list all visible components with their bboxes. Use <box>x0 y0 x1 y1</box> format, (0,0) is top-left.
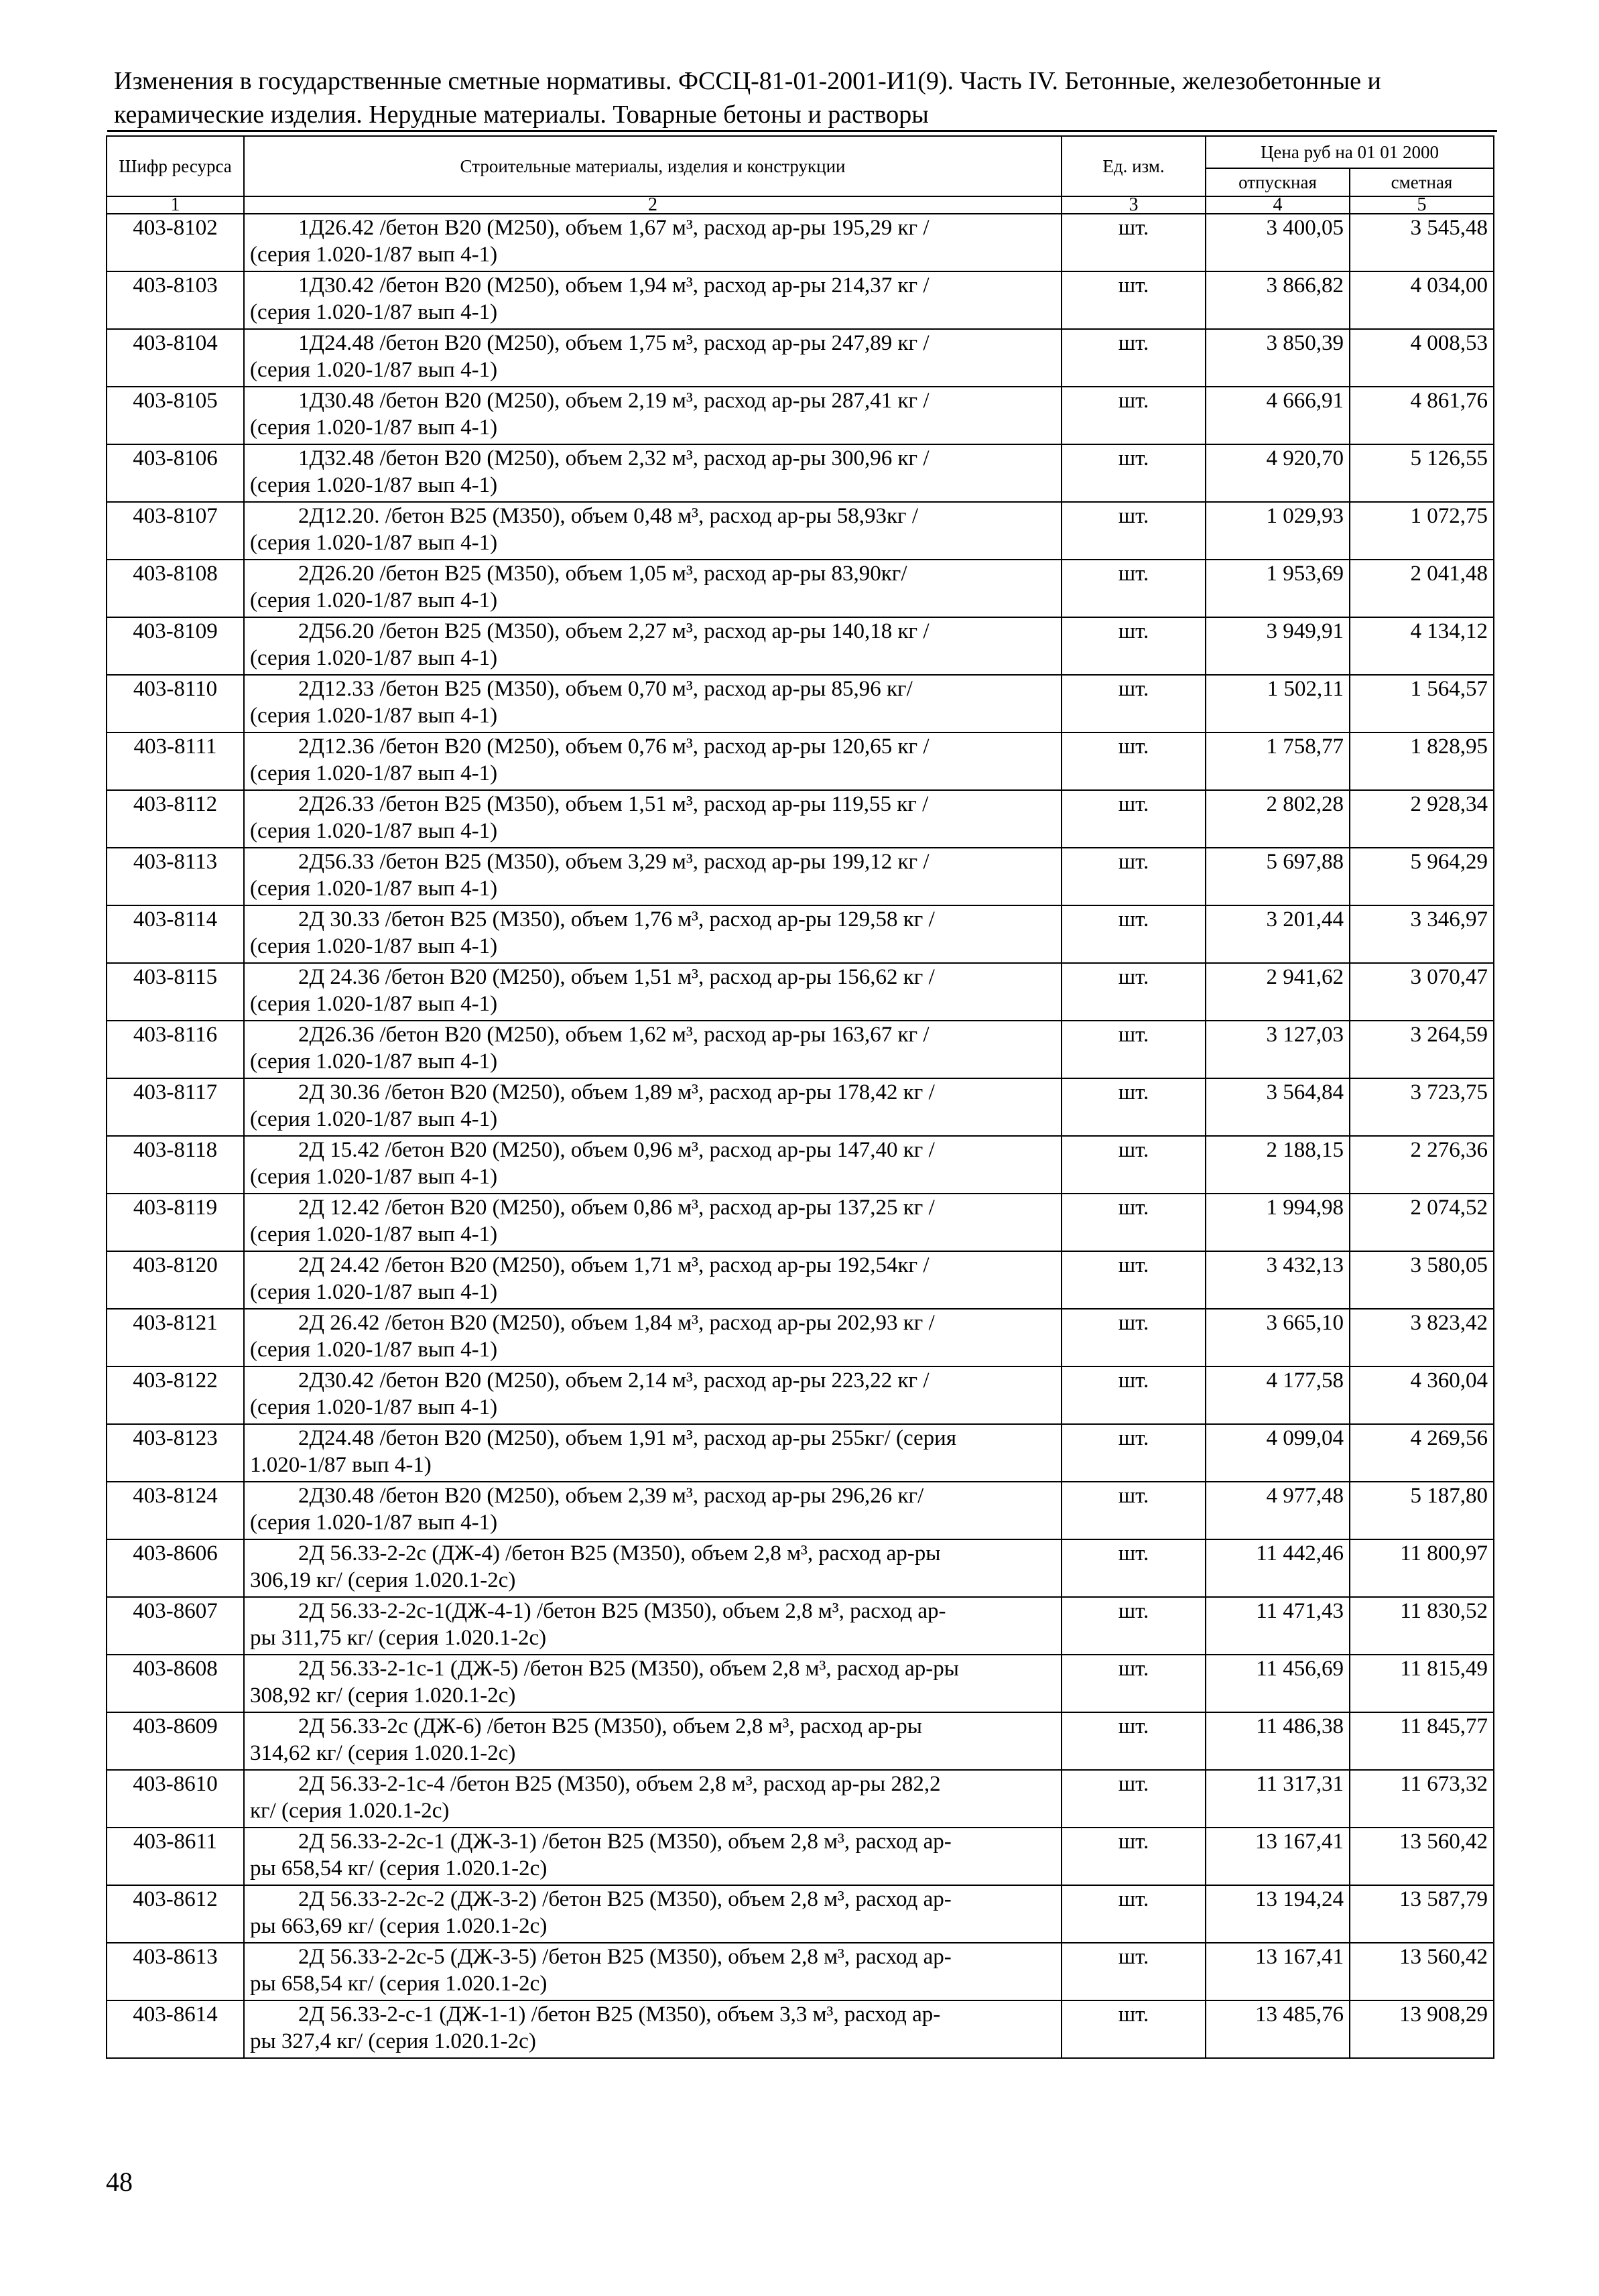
table-row <box>107 790 1494 848</box>
table-row <box>107 1424 1494 1482</box>
unit-cell: шт. <box>1062 444 1206 502</box>
release-price: 3 400,05 <box>1206 214 1350 271</box>
unit-cell: шт. <box>1062 2000 1206 2058</box>
table-row <box>107 1885 1494 1943</box>
description-line: 2Д 24.36 /бетон В20 (М250), объем 1,51 м³, расход ар-ры 156,62 кг / <box>298 965 935 989</box>
description-line: (серия 1.020-1/87 вып 4-1) <box>250 416 498 440</box>
description-line: (серия 1.020-1/87 вып 4-1) <box>250 300 498 324</box>
unit-cell: шт. <box>1062 905 1206 963</box>
resource-code: 403-8613 <box>107 1943 244 2000</box>
description-line: 1Д26.42 /бетон В20 (М250), объем 1,67 м³, расход ар-ры 195,29 кг / <box>298 216 930 240</box>
material-description <box>244 444 1062 502</box>
release-price: 4 920,70 <box>1206 444 1350 502</box>
material-description <box>244 1021 1062 1078</box>
table-row <box>107 1943 1494 2000</box>
estimate-price: 3 070,47 <box>1350 963 1494 1021</box>
estimate-price: 13 908,29 <box>1350 2000 1494 2058</box>
release-price: 3 201,44 <box>1206 905 1350 963</box>
table-row <box>107 502 1494 560</box>
table-row <box>107 1482 1494 1539</box>
unit-cell: шт. <box>1062 387 1206 444</box>
estimate-price: 4 008,53 <box>1350 329 1494 387</box>
unit-cell: шт. <box>1062 1943 1206 2000</box>
resource-code: 403-8119 <box>107 1194 244 1251</box>
material-description <box>244 1770 1062 1828</box>
header-price-group: Цена руб на 01 01 2000 <box>1206 136 1494 168</box>
estimate-price: 11 845,77 <box>1350 1712 1494 1770</box>
material-description <box>244 790 1062 848</box>
release-price: 3 665,10 <box>1206 1309 1350 1366</box>
resource-code: 403-8112 <box>107 790 244 848</box>
estimate-price: 11 800,97 <box>1350 1539 1494 1597</box>
column-number: 2 <box>244 196 1062 214</box>
estimate-price: 11 673,32 <box>1350 1770 1494 1828</box>
material-description <box>244 1943 1062 2000</box>
description-line: 2Д 56.33-2с (ДЖ-6) /бетон В25 (М350), объем 2,8 м³, расход ар-ры <box>298 1714 922 1738</box>
estimate-price: 5 964,29 <box>1350 848 1494 905</box>
resource-code: 403-8124 <box>107 1482 244 1539</box>
table-row <box>107 963 1494 1021</box>
release-price: 4 666,91 <box>1206 387 1350 444</box>
unit-cell: шт. <box>1062 1482 1206 1539</box>
release-price: 2 188,15 <box>1206 1136 1350 1194</box>
resource-code: 403-8123 <box>107 1424 244 1482</box>
description-line: (серия 1.020-1/87 вып 4-1) <box>250 704 498 728</box>
release-price: 13 485,76 <box>1206 2000 1350 2058</box>
release-price: 1 953,69 <box>1206 560 1350 617</box>
unit-cell: шт. <box>1062 271 1206 329</box>
unit-cell: шт. <box>1062 848 1206 905</box>
description-line: 2Д56.20 /бетон В25 (М350), объем 2,27 м³, расход ар-ры 140,18 кг / <box>298 619 930 643</box>
description-line: 2Д 56.33-2-1с-1 (ДЖ-5) /бетон В25 (М350), объем 2,8 м³, расход ар-ры <box>298 1657 959 1681</box>
unit-cell: шт. <box>1062 1309 1206 1366</box>
header-description: Строительные материалы, изделия и конструкции <box>244 136 1062 196</box>
description-line: (серия 1.020-1/87 вып 4-1) <box>250 1338 498 1362</box>
description-line: 2Д 12.42 /бетон В20 (М250), объем 0,86 м³, расход ар-ры 137,25 кг / <box>298 1196 935 1220</box>
description-line: (серия 1.020-1/87 вып 4-1) <box>250 1107 498 1131</box>
unit-cell: шт. <box>1062 560 1206 617</box>
release-price: 1 994,98 <box>1206 1194 1350 1251</box>
resource-code: 403-8114 <box>107 905 244 963</box>
release-price: 13 167,41 <box>1206 1828 1350 1885</box>
header-price-estimate: сметная <box>1350 168 1494 196</box>
resource-code: 403-8115 <box>107 963 244 1021</box>
description-line: кг/ (серия 1.020.1-2с) <box>250 1799 450 1823</box>
description-line: 2Д 30.36 /бетон В20 (М250), объем 1,89 м³, расход ар-ры 178,42 кг / <box>298 1080 935 1104</box>
release-price: 1 029,93 <box>1206 502 1350 560</box>
release-price: 1 758,77 <box>1206 732 1350 790</box>
table-row <box>107 329 1494 387</box>
description-line: 2Д 56.33-2-2с-1 (ДЖ-3-1) /бетон В25 (М350), объем 2,8 м³, расход ар- <box>298 1830 952 1854</box>
material-description <box>244 1885 1062 1943</box>
resource-code: 403-8113 <box>107 848 244 905</box>
release-price: 1 502,11 <box>1206 675 1350 732</box>
table-row <box>107 214 1494 271</box>
description-line: 314,62 кг/ (серия 1.020.1-2с) <box>250 1741 516 1765</box>
description-line: ры 311,75 кг/ (серия 1.020.1-2с) <box>250 1626 547 1650</box>
description-line: (серия 1.020-1/87 вып 4-1) <box>250 588 498 613</box>
table-row <box>107 848 1494 905</box>
release-price: 11 486,38 <box>1206 1712 1350 1770</box>
table-row <box>107 1309 1494 1366</box>
header-code: Шифр ресурса <box>107 136 244 196</box>
material-description <box>244 1309 1062 1366</box>
estimate-price: 4 861,76 <box>1350 387 1494 444</box>
unit-cell: шт. <box>1062 1136 1206 1194</box>
description-line: (серия 1.020-1/87 вып 4-1) <box>250 243 498 267</box>
description-line: 2Д 56.33-2-1с-4 /бетон В25 (М350), объем 2,8 м³, расход ар-ры 282,2 <box>298 1772 941 1796</box>
estimate-price: 3 723,75 <box>1350 1078 1494 1136</box>
estimate-price: 1 564,57 <box>1350 675 1494 732</box>
estimate-price: 11 830,52 <box>1350 1597 1494 1655</box>
material-description <box>244 617 1062 675</box>
table-body <box>107 214 1494 2058</box>
description-line: (серия 1.020-1/87 вып 4-1) <box>250 992 498 1016</box>
description-line: ры 658,54 кг/ (серия 1.020.1-2с) <box>250 1972 548 1996</box>
description-line: 2Д30.42 /бетон В20 (М250), объем 2,14 м³, расход ар-ры 223,22 кг / <box>298 1368 930 1393</box>
description-line: ры 327,4 кг/ (серия 1.020.1-2с) <box>250 2029 536 2053</box>
page-number: 48 <box>106 2167 133 2197</box>
description-line: 2Д56.33 /бетон В25 (М350), объем 3,29 м³, расход ар-ры 199,12 кг / <box>298 850 930 874</box>
description-line: 1Д30.42 /бетон В20 (М250), объем 1,94 м³, расход ар-ры 214,37 кг / <box>298 273 930 298</box>
description-line: (серия 1.020-1/87 вып 4-1) <box>250 1222 498 1247</box>
release-price: 3 564,84 <box>1206 1078 1350 1136</box>
unit-cell: шт. <box>1062 1597 1206 1655</box>
release-price: 3 866,82 <box>1206 271 1350 329</box>
description-line: 1Д30.48 /бетон В20 (М250), объем 2,19 м³, расход ар-ры 287,41 кг / <box>298 389 930 413</box>
material-description <box>244 1424 1062 1482</box>
description-line: 2Д24.48 /бетон В20 (М250), объем 1,91 м³, расход ар-ры 255кг/ (серия <box>298 1426 957 1450</box>
unit-cell: шт. <box>1062 617 1206 675</box>
table-row <box>107 1251 1494 1309</box>
release-price: 3 850,39 <box>1206 329 1350 387</box>
release-price: 3 127,03 <box>1206 1021 1350 1078</box>
unit-cell: шт. <box>1062 214 1206 271</box>
description-line: 1.020-1/87 вып 4-1) <box>250 1453 432 1477</box>
resource-code: 403-8106 <box>107 444 244 502</box>
unit-cell: шт. <box>1062 1712 1206 1770</box>
resource-code: 403-8104 <box>107 329 244 387</box>
table-row <box>107 1828 1494 1885</box>
estimate-price: 3 580,05 <box>1350 1251 1494 1309</box>
table-row <box>107 675 1494 732</box>
description-line: 2Д26.36 /бетон В20 (М250), объем 1,62 м³, расход ар-ры 163,67 кг / <box>298 1023 930 1047</box>
estimate-price: 11 815,49 <box>1350 1655 1494 1712</box>
description-line: (серия 1.020-1/87 вып 4-1) <box>250 1280 498 1304</box>
description-line: ры 663,69 кг/ (серия 1.020.1-2с) <box>250 1914 548 1938</box>
description-line: (серия 1.020-1/87 вып 4-1) <box>250 1511 498 1535</box>
resource-code: 403-8103 <box>107 271 244 329</box>
resource-code: 403-8117 <box>107 1078 244 1136</box>
description-line: 2Д26.20 /бетон В25 (М350), объем 1,05 м³, расход ар-ры 83,90кг/ <box>298 562 907 586</box>
release-price: 5 697,88 <box>1206 848 1350 905</box>
table-row <box>107 271 1494 329</box>
material-description <box>244 675 1062 732</box>
release-price: 3 432,13 <box>1206 1251 1350 1309</box>
unit-cell: шт. <box>1062 1021 1206 1078</box>
table-row <box>107 1021 1494 1078</box>
description-line: 2Д 15.42 /бетон В20 (М250), объем 0,96 м³, расход ар-ры 147,40 кг / <box>298 1138 935 1162</box>
material-description <box>244 1194 1062 1251</box>
description-line: 2Д 56.33-2-с-1 (ДЖ-1-1) /бетон В25 (М350), объем 3,3 м³, расход ар- <box>298 2002 941 2027</box>
description-line: (серия 1.020-1/87 вып 4-1) <box>250 761 498 785</box>
estimate-price: 2 074,52 <box>1350 1194 1494 1251</box>
table-row <box>107 1136 1494 1194</box>
material-description <box>244 905 1062 963</box>
release-price: 2 941,62 <box>1206 963 1350 1021</box>
material-description <box>244 732 1062 790</box>
material-description <box>244 329 1062 387</box>
material-description <box>244 1655 1062 1712</box>
resource-code: 403-8122 <box>107 1366 244 1424</box>
description-line: (серия 1.020-1/87 вып 4-1) <box>250 646 498 670</box>
table-row <box>107 1712 1494 1770</box>
resource-code: 403-8607 <box>107 1597 244 1655</box>
description-line: 2Д 56.33-2-2с-2 (ДЖ-3-2) /бетон В25 (М350), объем 2,8 м³, расход ар- <box>298 1887 952 1911</box>
resource-code: 403-8608 <box>107 1655 244 1712</box>
estimate-price: 3 346,97 <box>1350 905 1494 963</box>
description-line: 2Д 30.33 /бетон В25 (М350), объем 1,76 м³, расход ар-ры 129,58 кг / <box>298 907 935 932</box>
unit-cell: шт. <box>1062 1885 1206 1943</box>
material-description <box>244 2000 1062 2058</box>
resource-code: 403-8108 <box>107 560 244 617</box>
column-number: 1 <box>107 196 244 214</box>
unit-cell: шт. <box>1062 1539 1206 1597</box>
unit-cell: шт. <box>1062 1078 1206 1136</box>
estimate-price: 13 560,42 <box>1350 1943 1494 2000</box>
resource-code: 403-8111 <box>107 732 244 790</box>
table-row <box>107 1655 1494 1712</box>
resource-code: 403-8614 <box>107 2000 244 2058</box>
description-line: (серия 1.020-1/87 вып 4-1) <box>250 819 498 843</box>
estimate-price: 4 269,56 <box>1350 1424 1494 1482</box>
estimate-price: 13 560,42 <box>1350 1828 1494 1885</box>
release-price: 11 471,43 <box>1206 1597 1350 1655</box>
material-description <box>244 1136 1062 1194</box>
material-description <box>244 502 1062 560</box>
release-price: 11 317,31 <box>1206 1770 1350 1828</box>
description-line: 308,92 кг/ (серия 1.020.1-2с) <box>250 1683 516 1708</box>
header-unit: Ед. изм. <box>1062 136 1206 196</box>
header-price-release: отпускная <box>1206 168 1350 196</box>
material-description <box>244 214 1062 271</box>
resource-code: 403-8612 <box>107 1885 244 1943</box>
description-line: 306,19 кг/ (серия 1.020.1-2с) <box>250 1568 516 1592</box>
resource-code: 403-8116 <box>107 1021 244 1078</box>
material-description <box>244 1539 1062 1597</box>
estimate-price: 4 360,04 <box>1350 1366 1494 1424</box>
estimate-price: 1 072,75 <box>1350 502 1494 560</box>
description-line: 1Д32.48 /бетон В20 (М250), объем 2,32 м³, расход ар-ры 300,96 кг / <box>298 446 930 470</box>
resource-code: 403-8606 <box>107 1539 244 1597</box>
description-line: 2Д30.48 /бетон В20 (М250), объем 2,39 м³, расход ар-ры 296,26 кг/ <box>298 1484 924 1508</box>
release-price: 4 099,04 <box>1206 1424 1350 1482</box>
material-description <box>244 1482 1062 1539</box>
description-line: 1Д24.48 /бетон В20 (М250), объем 1,75 м³, расход ар-ры 247,89 кг / <box>298 331 930 355</box>
estimate-price: 2 276,36 <box>1350 1136 1494 1194</box>
estimate-price: 2 041,48 <box>1350 560 1494 617</box>
description-line: 2Д26.33 /бетон В25 (М350), объем 1,51 м³, расход ар-ры 119,55 кг / <box>298 792 929 816</box>
unit-cell: шт. <box>1062 1770 1206 1828</box>
estimate-price: 5 187,80 <box>1350 1482 1494 1539</box>
description-line: (серия 1.020-1/87 вып 4-1) <box>250 934 498 958</box>
resource-code: 403-8107 <box>107 502 244 560</box>
description-line: (серия 1.020-1/87 вып 4-1) <box>250 531 498 555</box>
resource-code: 403-8102 <box>107 214 244 271</box>
estimate-price: 13 587,79 <box>1350 1885 1494 1943</box>
unit-cell: шт. <box>1062 502 1206 560</box>
material-description <box>244 271 1062 329</box>
unit-cell: шт. <box>1062 1655 1206 1712</box>
estimate-price: 4 134,12 <box>1350 617 1494 675</box>
table-row <box>107 1770 1494 1828</box>
material-description <box>244 1712 1062 1770</box>
table-row <box>107 2000 1494 2058</box>
description-line: 2Д12.36 /бетон В20 (М250), объем 0,76 м³, расход ар-ры 120,65 кг / <box>298 735 930 759</box>
description-line: ры 658,54 кг/ (серия 1.020.1-2с) <box>250 1856 548 1880</box>
estimate-price: 2 928,34 <box>1350 790 1494 848</box>
unit-cell: шт. <box>1062 329 1206 387</box>
release-price: 4 977,48 <box>1206 1482 1350 1539</box>
release-price: 11 456,69 <box>1206 1655 1350 1712</box>
description-line: (серия 1.020-1/87 вып 4-1) <box>250 473 498 497</box>
header-rule <box>107 130 1497 132</box>
table-row <box>107 387 1494 444</box>
description-line: 2Д12.33 /бетон В25 (М350), объем 0,70 м³, расход ар-ры 85,96 кг/ <box>298 677 913 701</box>
resource-code: 403-8120 <box>107 1251 244 1309</box>
release-price: 2 802,28 <box>1206 790 1350 848</box>
description-line: (серия 1.020-1/87 вып 4-1) <box>250 358 498 382</box>
material-description <box>244 387 1062 444</box>
description-line: (серия 1.020-1/87 вып 4-1) <box>250 1395 498 1419</box>
estimate-price: 3 264,59 <box>1350 1021 1494 1078</box>
estimate-price: 3 823,42 <box>1350 1309 1494 1366</box>
table-row <box>107 732 1494 790</box>
unit-cell: шт. <box>1062 790 1206 848</box>
description-line: 2Д 56.33-2-2с-1(ДЖ-4-1) /бетон В25 (М350), объем 2,8 м³, расход ар- <box>298 1599 946 1623</box>
unit-cell: шт. <box>1062 1194 1206 1251</box>
release-price: 11 442,46 <box>1206 1539 1350 1597</box>
table-row <box>107 617 1494 675</box>
price-table <box>106 135 1494 2059</box>
release-price: 4 177,58 <box>1206 1366 1350 1424</box>
material-description <box>244 1078 1062 1136</box>
resource-code: 403-8121 <box>107 1309 244 1366</box>
unit-cell: шт. <box>1062 1366 1206 1424</box>
estimate-price: 5 126,55 <box>1350 444 1494 502</box>
table-row <box>107 1597 1494 1655</box>
material-description <box>244 1366 1062 1424</box>
table-row <box>107 905 1494 963</box>
description-line: 2Д12.20. /бетон В25 (М350), объем 0,48 м³, расход ар-ры 58,93кг / <box>298 504 918 528</box>
table-row <box>107 1366 1494 1424</box>
estimate-price: 4 034,00 <box>1350 271 1494 329</box>
release-price: 13 167,41 <box>1206 1943 1350 2000</box>
description-line: 2Д 24.42 /бетон В20 (М250), объем 1,71 м³, расход ар-ры 192,54кг / <box>298 1253 930 1277</box>
material-description <box>244 560 1062 617</box>
description-line: 2Д 56.33-2-2с (ДЖ-4) /бетон В25 (М350), объем 2,8 м³, расход ар-ры <box>298 1541 941 1566</box>
resource-code: 403-8105 <box>107 387 244 444</box>
description-line: 2Д 26.42 /бетон В20 (М250), объем 1,84 м³, расход ар-ры 202,93 кг / <box>298 1311 935 1335</box>
column-number: 3 <box>1062 196 1206 214</box>
table-row <box>107 1078 1494 1136</box>
material-description <box>244 963 1062 1021</box>
unit-cell: шт. <box>1062 1251 1206 1309</box>
column-number: 4 <box>1206 196 1350 214</box>
description-line: (серия 1.020-1/87 вып 4-1) <box>250 1165 498 1189</box>
release-price: 13 194,24 <box>1206 1885 1350 1943</box>
material-description <box>244 1251 1062 1309</box>
column-number: 5 <box>1350 196 1494 214</box>
table-row <box>107 560 1494 617</box>
description-line: (серия 1.020-1/87 вып 4-1) <box>250 877 498 901</box>
resource-code: 403-8609 <box>107 1712 244 1770</box>
unit-cell: шт. <box>1062 1828 1206 1885</box>
table-row <box>107 1539 1494 1597</box>
release-price: 3 949,91 <box>1206 617 1350 675</box>
unit-cell: шт. <box>1062 1424 1206 1482</box>
table-row <box>107 1194 1494 1251</box>
estimate-price: 3 545,48 <box>1350 214 1494 271</box>
material-description <box>244 848 1062 905</box>
unit-cell: шт. <box>1062 675 1206 732</box>
material-description <box>244 1597 1062 1655</box>
resource-code: 403-8610 <box>107 1770 244 1828</box>
material-description <box>244 1828 1062 1885</box>
description-line: 2Д 56.33-2-2с-5 (ДЖ-3-5) /бетон В25 (М350), объем 2,8 м³, расход ар- <box>298 1945 952 1969</box>
unit-cell: шт. <box>1062 963 1206 1021</box>
resource-code: 403-8611 <box>107 1828 244 1885</box>
resource-code: 403-8118 <box>107 1136 244 1194</box>
unit-cell: шт. <box>1062 732 1206 790</box>
description-line: (серия 1.020-1/87 вып 4-1) <box>250 1049 498 1074</box>
estimate-price: 1 828,95 <box>1350 732 1494 790</box>
document-header: Изменения в государственные сметные нормативы. ФССЦ-81-01-2001-И1(9). Часть IV. Бетонные, железобетонные и керамические изделия. Нерудные материалы. Товарные бетоны и растворы <box>114 67 1381 129</box>
resource-code: 403-8110 <box>107 675 244 732</box>
resource-code: 403-8109 <box>107 617 244 675</box>
table-row <box>107 444 1494 502</box>
